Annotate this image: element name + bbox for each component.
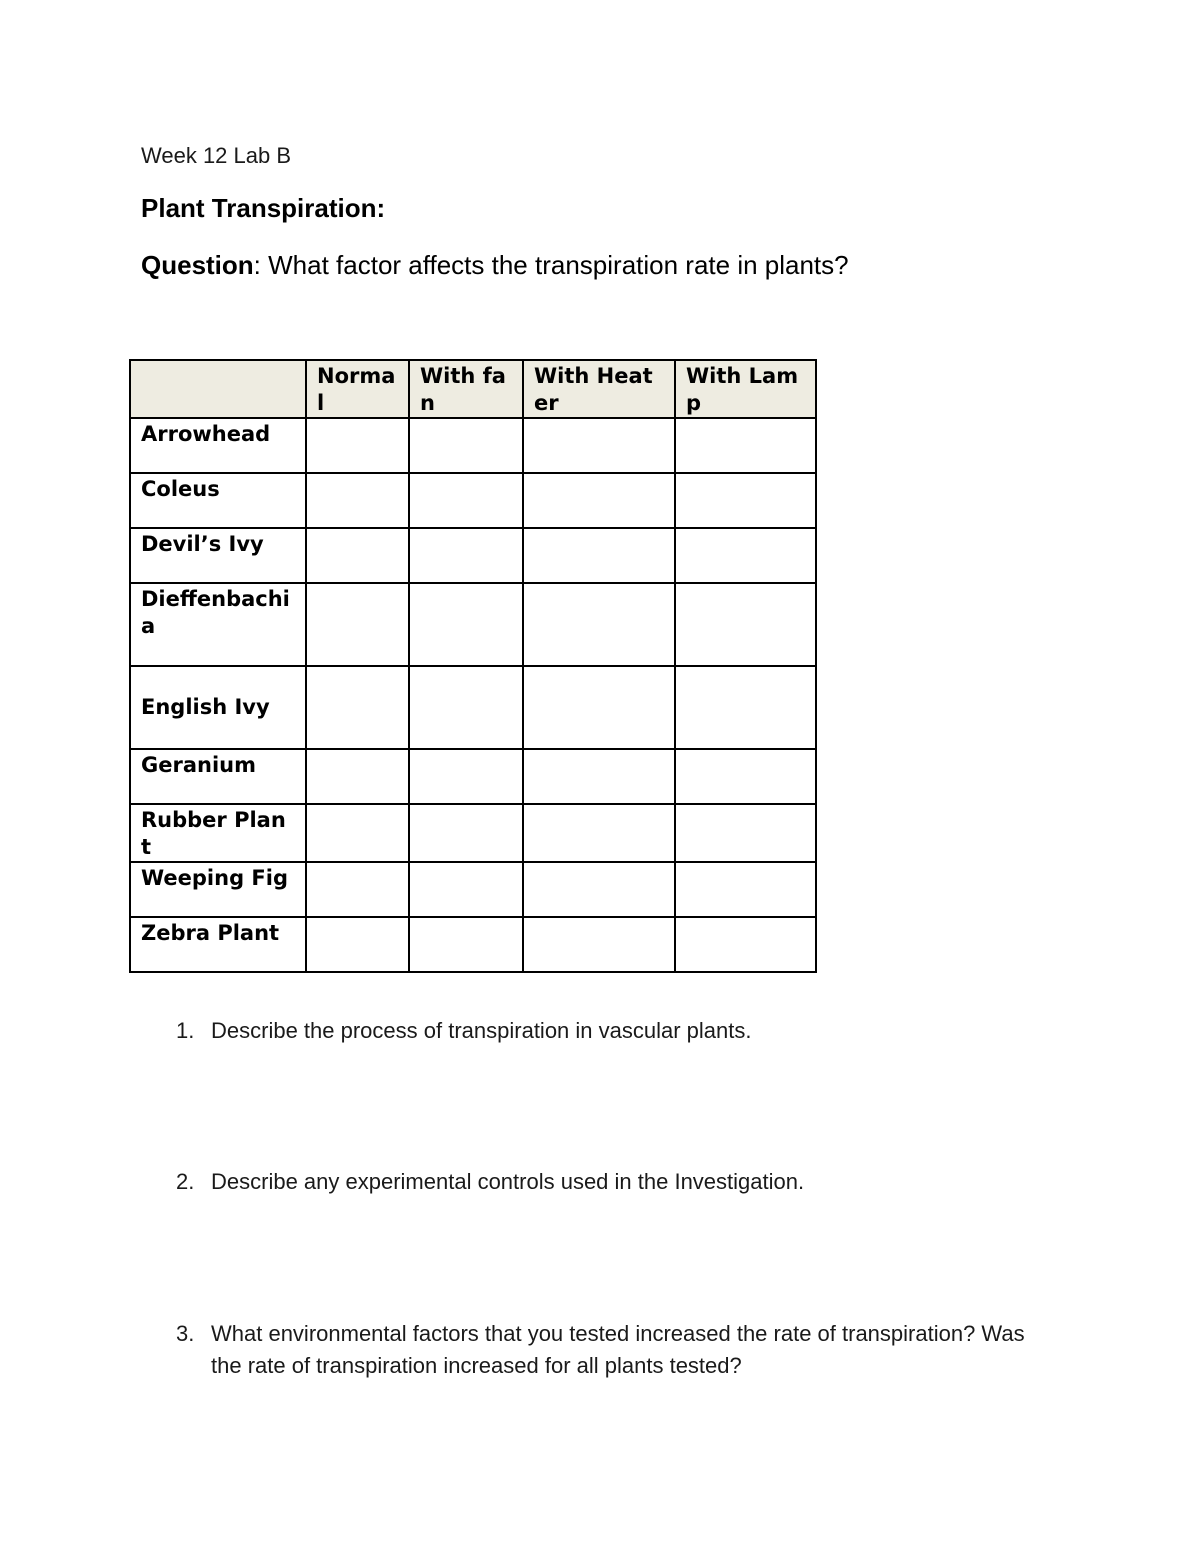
value-cell-with-lamp[interactable] xyxy=(675,917,816,972)
value-cell-with-heater[interactable] xyxy=(523,862,675,917)
plant-name-cell: Coleus xyxy=(130,473,306,528)
table-row xyxy=(130,473,816,528)
question-label: Question xyxy=(141,250,254,280)
list-item xyxy=(176,1166,1051,1198)
plant-name-cell: Rubber Plant xyxy=(130,804,306,862)
value-cell-with-fan[interactable] xyxy=(409,862,523,917)
plant-name-cell: Zebra Plant xyxy=(130,917,306,972)
value-cell-with-heater[interactable] xyxy=(523,583,675,666)
plant-name-cell: Arrowhead xyxy=(130,418,306,473)
table-header-row xyxy=(130,360,816,418)
value-cell-normal[interactable] xyxy=(306,528,409,583)
plant-name-cell: Devil’s Ivy xyxy=(130,528,306,583)
question-text: What environmental factors that you tested increased the rate of transpiration? Was the rate of transpiration increased for all plants tested? xyxy=(211,1321,1025,1378)
list-item xyxy=(176,1318,1051,1382)
value-cell-normal[interactable] xyxy=(306,917,409,972)
column-header-with-heater: With Heater xyxy=(523,360,675,418)
list-item xyxy=(176,1015,1051,1047)
page-title: Plant Transpiration: xyxy=(141,193,386,223)
question-number: 1. xyxy=(176,1018,195,1043)
transpiration-table xyxy=(129,359,817,973)
table-row xyxy=(130,862,816,917)
value-cell-with-fan[interactable] xyxy=(409,917,523,972)
value-cell-with-fan[interactable] xyxy=(409,583,523,666)
question-number: 2. xyxy=(176,1169,195,1194)
table-row xyxy=(130,666,816,749)
value-cell-with-lamp[interactable] xyxy=(675,804,816,862)
column-header-normal: Normal xyxy=(306,360,409,418)
value-cell-normal[interactable] xyxy=(306,418,409,473)
value-cell-with-lamp[interactable] xyxy=(675,528,816,583)
plant-name-cell: Weeping Fig xyxy=(130,862,306,917)
value-cell-with-heater[interactable] xyxy=(523,418,675,473)
plant-name-cell: Dieffenbachia xyxy=(130,583,306,666)
value-cell-normal[interactable] xyxy=(306,473,409,528)
value-cell-normal[interactable] xyxy=(306,862,409,917)
value-cell-normal[interactable] xyxy=(306,583,409,666)
value-cell-with-fan[interactable] xyxy=(409,804,523,862)
research-question xyxy=(141,250,849,281)
question-text: What factor affects the transpiration rate in plants? xyxy=(268,250,849,280)
question-separator: : xyxy=(253,250,269,280)
value-cell-with-fan[interactable] xyxy=(409,418,523,473)
value-cell-with-fan[interactable] xyxy=(409,749,523,804)
value-cell-with-lamp[interactable] xyxy=(675,749,816,804)
value-cell-with-fan[interactable] xyxy=(409,666,523,749)
table-row xyxy=(130,917,816,972)
lab-subtitle: Week 12 Lab B xyxy=(141,143,292,168)
plant-name-cell: Geranium xyxy=(130,749,306,804)
value-cell-normal[interactable] xyxy=(306,666,409,749)
column-header-with-lamp: With Lamp xyxy=(675,360,816,418)
column-header-with-fan: With fan xyxy=(409,360,523,418)
value-cell-with-lamp[interactable] xyxy=(675,666,816,749)
value-cell-with-heater[interactable] xyxy=(523,917,675,972)
value-cell-with-fan[interactable] xyxy=(409,528,523,583)
plant-name-cell: English Ivy xyxy=(130,666,306,749)
value-cell-with-heater[interactable] xyxy=(523,804,675,862)
column-header-empty xyxy=(130,360,306,418)
table-row xyxy=(130,749,816,804)
value-cell-normal[interactable] xyxy=(306,804,409,862)
value-cell-with-lamp[interactable] xyxy=(675,583,816,666)
table-row xyxy=(130,804,816,862)
question-number: 3. xyxy=(176,1321,195,1346)
value-cell-with-lamp[interactable] xyxy=(675,418,816,473)
table-row xyxy=(130,583,816,666)
value-cell-with-heater[interactable] xyxy=(523,666,675,749)
value-cell-with-fan[interactable] xyxy=(409,473,523,528)
value-cell-with-lamp[interactable] xyxy=(675,473,816,528)
value-cell-with-lamp[interactable] xyxy=(675,862,816,917)
table-row xyxy=(130,418,816,473)
table-row xyxy=(130,528,816,583)
question-text: Describe any experimental controls used in the Investigation. xyxy=(211,1169,805,1194)
value-cell-normal[interactable] xyxy=(306,749,409,804)
value-cell-with-heater[interactable] xyxy=(523,473,675,528)
value-cell-with-heater[interactable] xyxy=(523,749,675,804)
value-cell-with-heater[interactable] xyxy=(523,528,675,583)
question-text: Describe the process of transpiration in vascular plants. xyxy=(211,1018,752,1043)
